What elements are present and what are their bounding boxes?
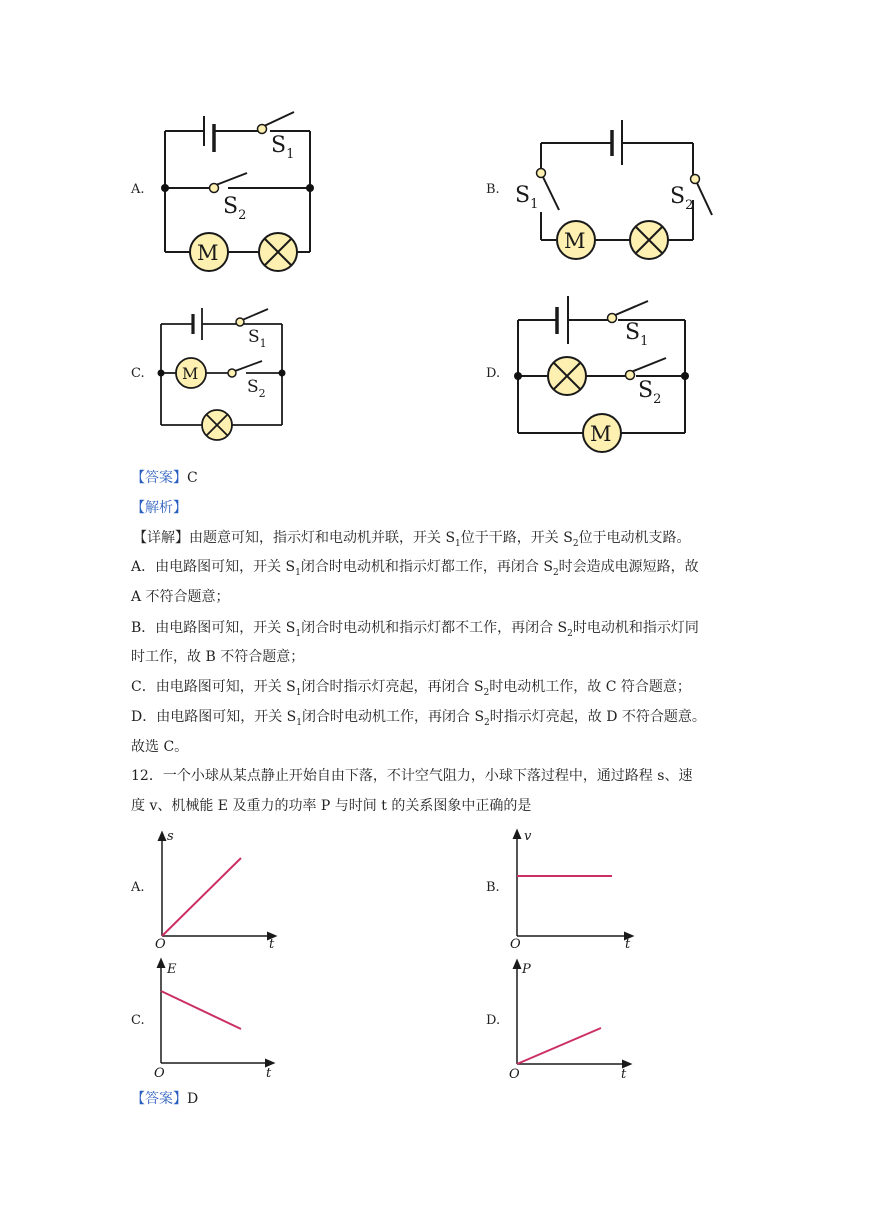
graph-c xyxy=(161,962,271,1063)
graph-d-letter: D. xyxy=(486,1013,501,1028)
explanation-b-line2: 时工作，故 B 不符合题意； xyxy=(131,649,305,665)
graph-c-line xyxy=(161,991,241,1029)
option-c-letter: C. xyxy=(131,366,145,381)
circuit-c-s1-label: $S_1$ xyxy=(248,327,267,350)
graph-a-line xyxy=(162,858,241,936)
explanation-a-line2: A 不符合题意； xyxy=(131,589,230,605)
circuit-b-s2-label: $S_2$ xyxy=(670,184,694,213)
graph-a-ylabel: s xyxy=(167,829,174,844)
circuit-c-s2-label: $S_2$ xyxy=(247,377,266,400)
graph-d-xlabel: t xyxy=(621,1067,627,1082)
circuit-b-s1-label: $S_1$ xyxy=(515,183,539,212)
circuit-d-motor-label: M xyxy=(590,422,612,446)
option-b-letter: B. xyxy=(486,182,500,197)
question-12-line2: 度 v、机械能 E 及重力的功率 P 与时间 t 的关系图象中正确的是 xyxy=(131,798,532,814)
circuit-a-s1-label: $S_1$ xyxy=(271,133,295,162)
explanation-a-line1: A．由电路图可知，开关 $S_1$闭合时电动机和指示灯都工作，再闭合 $S_2$时会造成电源短路，故 xyxy=(131,559,699,578)
analysis-11: 【解析】 xyxy=(131,500,187,516)
circuit-a-s2-label: $S_2$ xyxy=(223,194,247,223)
graph-c-xlabel: t xyxy=(266,1066,272,1081)
circuit-d-s2-label: $S_2$ xyxy=(638,378,662,407)
conclusion-line: 故选 C。 xyxy=(131,739,189,755)
graph-d xyxy=(517,963,628,1064)
graph-a-origin: O xyxy=(155,937,166,952)
graph-b-letter: B. xyxy=(486,880,500,895)
explanation-b-line1: B．由电路图可知，开关 $S_1$闭合时电动机和指示灯都不工作，再闭合 $S_2$时电动机和指示灯同 xyxy=(131,620,699,639)
graph-d-ylabel: P xyxy=(522,962,531,977)
graph-a-xlabel: t xyxy=(269,937,275,952)
graph-b-xlabel: t xyxy=(625,937,631,952)
detail-line: 【详解】由题意可知，指示灯和电动机并联，开关 $S_1$位于干路，开关 $S_2$位于电动机支路。 xyxy=(133,530,691,549)
graph-a xyxy=(162,835,273,936)
graph-b-ylabel: v xyxy=(524,829,532,844)
graph-c-ylabel: E xyxy=(167,962,177,977)
graph-b-origin: O xyxy=(510,937,521,952)
graph-d-line xyxy=(517,1028,601,1064)
circuit-d-s1-label: $S_1$ xyxy=(625,320,649,349)
graph-b xyxy=(517,833,630,936)
question-12-line1: 12．一个小球从某点静止开始自由下落，不计空气阻力，小球下落过程中，通过路程 s、速 xyxy=(131,768,693,784)
graph-a-letter: A. xyxy=(131,880,145,895)
circuit-b-motor-label: M xyxy=(564,229,586,253)
circuit-a-motor-label: M xyxy=(197,241,219,265)
graph-d-origin: O xyxy=(509,1067,520,1082)
explanation-c-line: C．由电路图可知，开关 $S_1$闭合时指示灯亮起，再闭合 $S_2$时电动机工作，故 C 符合题意； xyxy=(131,679,691,698)
graph-c-letter: C. xyxy=(131,1013,145,1028)
option-d-letter: D. xyxy=(486,366,501,381)
explanation-d-line: D．由电路图可知，开关 $S_1$闭合时电动机工作，再闭合 $S_2$时指示灯亮起，故 D 不符合题意。 xyxy=(131,709,706,728)
circuit-c-motor-label: M xyxy=(182,364,199,383)
answer-12: 【答案】D xyxy=(131,1091,199,1107)
answer-11: 【答案】C xyxy=(131,470,198,486)
graph-c-origin: O xyxy=(154,1066,165,1081)
option-a-letter: A. xyxy=(131,182,145,197)
